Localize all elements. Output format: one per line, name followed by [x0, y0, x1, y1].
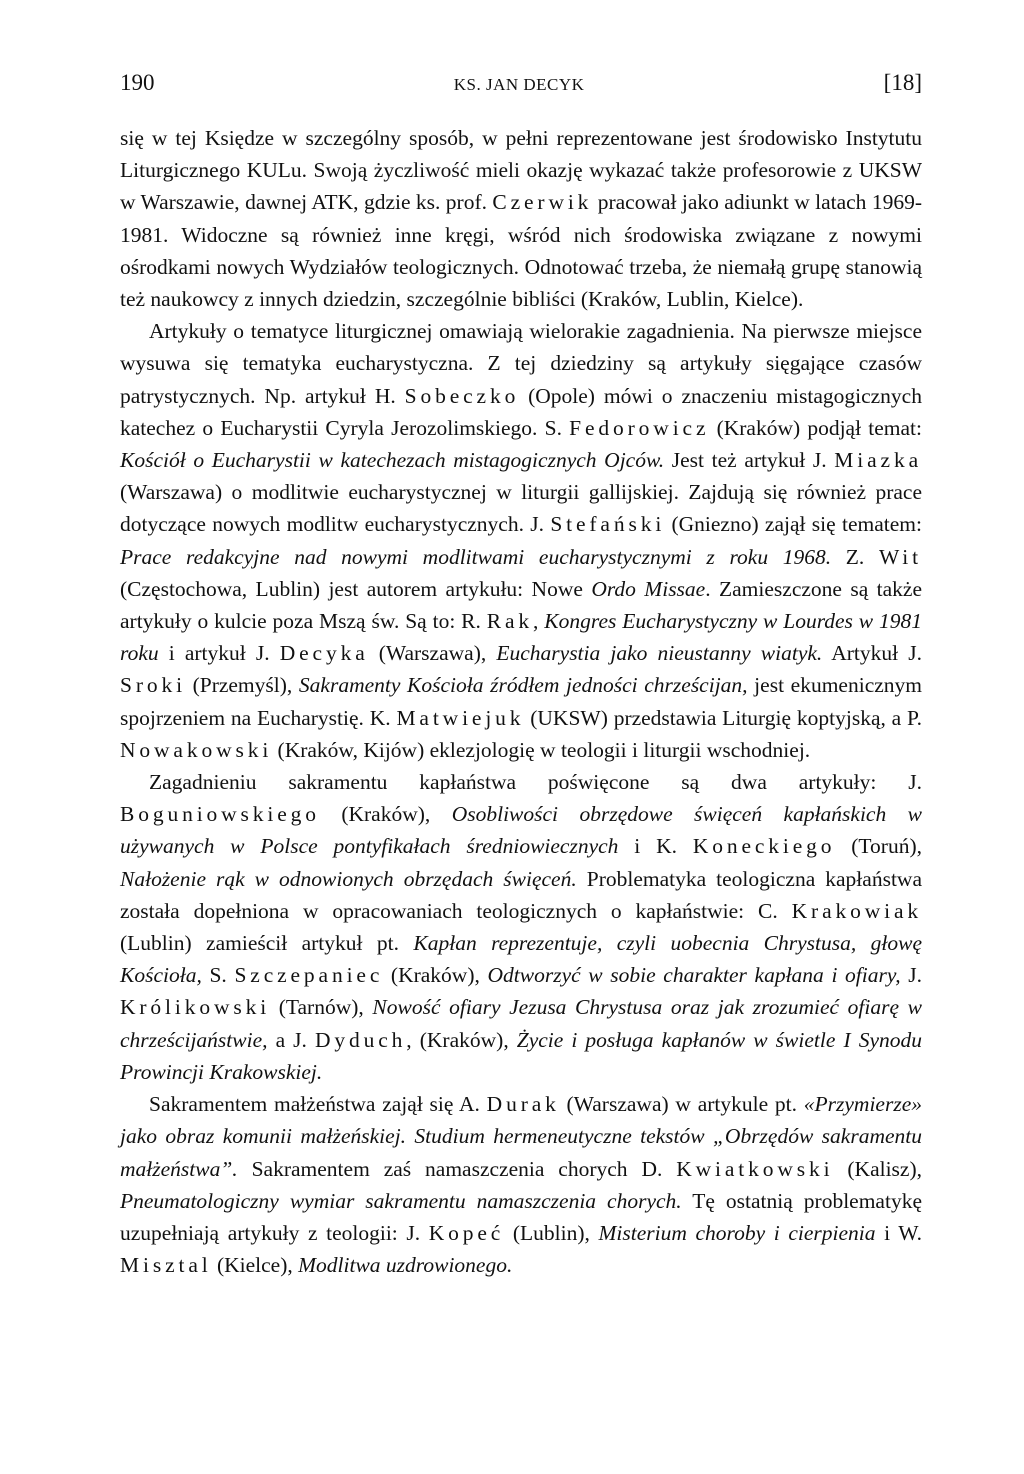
article-title: Osobliwości obrzędowe święceń kapłańskich w używanych w Polsce pontyfikałach średniowiecznych	[120, 802, 922, 859]
text-run: (Tarnów),	[270, 995, 373, 1020]
article-title: Kongres Eucharystyczny w Lourdes w 1981 roku	[120, 609, 923, 666]
text-run: (Gniezno) zajął się tematem:	[665, 512, 922, 537]
author-name: Fedorowicz	[569, 415, 710, 440]
paragraph	[120, 766, 922, 1088]
paragraph	[120, 1088, 922, 1281]
text-run: (Kalisz),	[833, 1156, 923, 1181]
article-title: Życie i posługa kapłanów w świetle I Synodu Prowincji Krakowskiej.	[120, 1027, 922, 1084]
text-run: Artykuł J.	[822, 641, 922, 666]
text-run: (Warszawa),	[368, 641, 497, 666]
author-name: Wit	[879, 544, 922, 569]
text-run: (Warszawa) w artykule pt.	[559, 1092, 804, 1117]
author-name: Stefański	[550, 512, 666, 537]
author-name: Kopeć	[428, 1220, 505, 1245]
text-run: a J.	[267, 1027, 315, 1052]
author-name: Królikowski	[120, 995, 271, 1020]
article-title: Sakramenty Kościoła źródłem jedności chrześcijan,	[298, 673, 748, 698]
text-run: i K.	[618, 834, 693, 859]
text-run: (Lublin),	[504, 1220, 599, 1245]
text-run: (Opole) mówi o znaczeniu mistagogicznych katechez o Eucharystii Cyryla Jerozolimskiego. S.	[120, 383, 922, 440]
running-title: KS. JAN DECYK	[453, 75, 585, 94]
text-run: S.	[201, 963, 235, 988]
page-number: 190	[120, 70, 155, 95]
author-name: Sobeczko	[404, 383, 520, 408]
author-name: Sroki	[120, 673, 186, 698]
article-title: «Przymierze» jako obraz komunii małżeńskiej. Studium hermeneutyczne tekstów „Obrzędów sakramentu małżeństwa”.	[120, 1092, 922, 1181]
article-title: Prace redakcyjne nad nowymi modlitwami eucharystycznymi z roku 1968.	[120, 544, 832, 569]
body-text	[120, 122, 922, 1281]
text-run: jest ekumenicznym spojrzeniem na Eucharystię. K.	[120, 673, 922, 730]
text-run: Jest też artykuł J.	[664, 448, 835, 473]
text-run: (Lublin) zamieścił artykuł pt.	[120, 931, 414, 956]
author-name: Matwiejuk	[396, 705, 525, 730]
text-run: (Kraków),	[383, 963, 488, 988]
author-name: Koneckiego	[692, 834, 836, 859]
author-name: Szczepaniec	[234, 963, 384, 988]
author-name: Czerwik	[492, 190, 593, 215]
section-ref: [18]	[883, 70, 922, 95]
author-name: Dyduch	[315, 1027, 407, 1052]
text-run: (Warszawa) o modlitwie eucharystycznej w liturgii gallijskiej. Zajdują się również prace dotyczące nowych modlitw eucharystycznych. J.	[120, 480, 922, 537]
article-title: Ordo Missae	[591, 576, 706, 601]
paragraph	[120, 315, 922, 766]
text-run: Sakramentem małżeństwa zajął się A.	[149, 1092, 487, 1117]
author-name: Nowakowski	[120, 737, 273, 762]
text-run: Problematyka teologiczna kapłaństwa została dopełniona w opracowaniach teologicznych o kapłaństwie: C.	[120, 866, 922, 923]
author-name: Decyka	[279, 641, 369, 666]
text-run: (Kielce),	[211, 1253, 299, 1278]
text-run: (Kraków),	[319, 802, 452, 827]
text-run: (Przemyśl),	[185, 673, 299, 698]
article-title: Odtworzyć w sobie charakter kapłana i ofiary,	[487, 963, 901, 988]
author-name: Miazka	[834, 448, 922, 473]
article-title: Pneumatologiczny wymiar sakramentu namaszczenia chorych.	[120, 1188, 682, 1213]
text-run: (Kraków) podjął temat:	[709, 415, 923, 440]
author-name: Rak	[486, 609, 534, 634]
paragraph	[120, 122, 922, 315]
article-title: Eucharystia jako nieustanny wiatyk.	[496, 641, 823, 666]
text-run: pracował jako adiunkt w latach 1969-1981. Widoczne są również inne kręgi, wśród nich środowiska związane z nowymi ośrodkami nowych Wydziałów teologicznych. Odnotować trzeba, że niemałą grupę stanowią też naukowcy z innych dziedzin, szczególnie bibliści (Kraków, Lublin, Kielce).	[120, 190, 922, 312]
text-run: (Toruń),	[835, 834, 922, 859]
text-run: J.	[900, 963, 922, 988]
text-run: (Częstochowa, Lublin) jest autorem artykułu: Nowe	[120, 576, 592, 601]
article-title: Nałożenie rąk w odnowionych obrzędach święceń.	[120, 866, 577, 891]
text-run: . Zamieszczone są także artykuły o kulcie poza Mszą św. Są to: R.	[120, 576, 922, 634]
article-title: Kapłan reprezentuje, czyli uobecnia Chrystusa, głowę Kościoła,	[120, 931, 923, 988]
article-title: Misterium choroby i cierpienia	[598, 1220, 876, 1245]
author-name: Kwiatkowski	[676, 1156, 834, 1181]
text-run: i W.	[875, 1220, 922, 1245]
author-name: Krakowiak	[791, 898, 922, 923]
text-run: Tę ostatnią problematykę uzupełniają artykuły z teologii: J.	[120, 1188, 922, 1245]
text-run: , (Kraków),	[406, 1027, 517, 1052]
text-run: (UKSW) przedstawia Liturgię koptyjską, a P.	[524, 705, 922, 730]
article-title: Modlitwa uzdrowionego.	[298, 1253, 513, 1278]
text-run: (Kraków, Kijów) eklezjologię w teologii i liturgii wschodniej.	[272, 737, 811, 762]
text-run: się w tej Księdze w szczególny sposób, w pełni reprezentowane jest środowisko Instytutu Liturgicznego KULu. Swoją życzliwość mieli okazję wykazać także profesorowie z UKSW w Warszawie, dawnej ATK, gdzie ks. prof.	[120, 126, 922, 215]
author-name: Boguniowskiego	[120, 802, 320, 827]
text-run: i artykuł J.	[158, 641, 280, 666]
article-title: Kościół o Eucharystii w katechezach mistagogicznych Ojców.	[120, 448, 665, 473]
text-run: Zagadnieniu sakramentu kapłaństwa poświęcone są dwa artykuły: J.	[149, 770, 922, 795]
text-run: ,	[533, 609, 545, 634]
text-run: Z.	[831, 544, 879, 569]
text-run: Artykuły o tematyce liturgicznej omawiają wielorakie zagadnienia. Na pierwsze miejsce wysuwa się tematyka eucharystyczna. Z tej dziedziny są artykuły sięgające czasów patrystycznych. Np. artykuł H.	[120, 319, 922, 408]
author-name: Misztal	[120, 1253, 212, 1278]
running-head	[120, 70, 922, 96]
text-run: Sakramentem zaś namaszczenia chorych D.	[237, 1156, 677, 1181]
author-name: Durak	[486, 1092, 560, 1117]
article-title: Nowość ofiary Jezusa Chrystusa oraz jak zrozumieć ofiarę w chrześcijaństwie,	[120, 995, 923, 1052]
